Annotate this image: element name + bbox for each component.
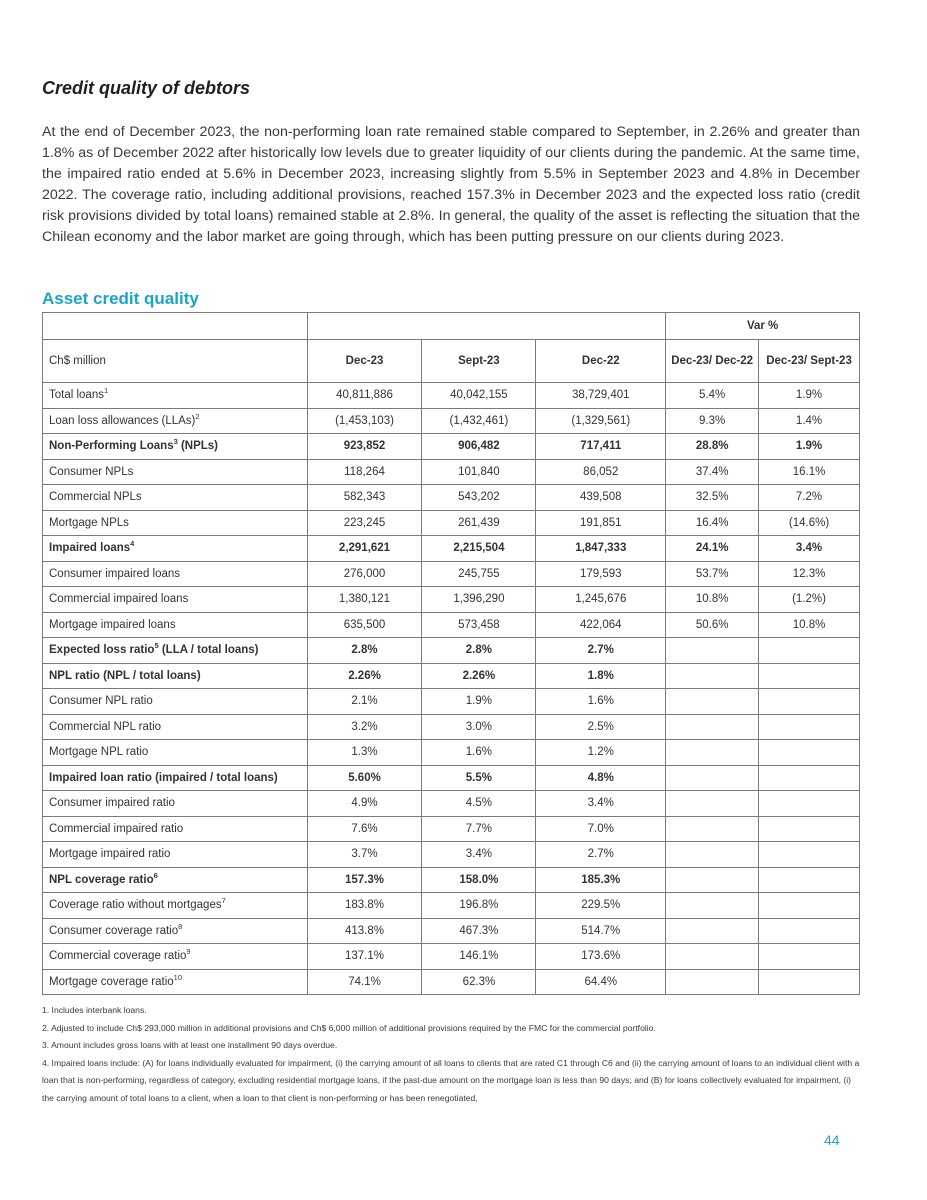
footnote-ref: 3 [173,437,178,447]
header-var-dec23-sept23: Dec-23/ Sept-23 [759,340,860,383]
table-cell: 137.1% [307,944,422,970]
table-cell: 1.9% [759,434,860,460]
row-label [43,485,308,511]
row-label-text: Commercial impaired loans [49,593,189,606]
row-label-text: Expected loss ratio [49,644,155,657]
table-cell: 3.4% [422,842,536,868]
row-label [43,893,308,919]
row-label-text: Consumer impaired loans [49,567,181,580]
table-cell: 1.6% [536,689,666,715]
table-row [43,867,860,893]
table-cell: 12.3% [759,561,860,587]
header-units: Ch$ million [43,340,308,383]
footnote-ref: 5 [154,641,159,651]
row-label-text: Commercial NPL ratio [49,720,162,733]
table-cell: 157.3% [307,867,422,893]
table-cell: 923,852 [307,434,422,460]
table-cell: 1,245,676 [536,587,666,613]
table-row [43,408,860,434]
footnote-ref: 6 [153,870,158,880]
row-label [43,612,308,638]
table-cell: 38,729,401 [536,383,666,409]
row-label-text: Loan loss allowances (LLAs) [49,414,196,427]
row-label [43,663,308,689]
table-cell: 40,042,155 [422,383,536,409]
table-cell: 2.7% [536,638,666,664]
table-cell: 5.5% [422,765,536,791]
table-cell: 5.60% [307,765,422,791]
table-cell: (1.2%) [759,587,860,613]
table-row [43,663,860,689]
row-label [43,434,308,460]
table-cell [666,765,759,791]
table-cell [666,689,759,715]
table-cell: 3.7% [307,842,422,868]
footnote: 2. Adjusted to include Ch$ 293,000 million in additional provisions and Ch$ 6,000 million of additional provisions required by the FMC for the commercial portfolio. [42,1022,656,1033]
table-cell [759,816,860,842]
table-cell: 32.5% [666,485,759,511]
table-cell [666,816,759,842]
table-cell: 16.4% [666,510,759,536]
footnote-ref: 2 [195,411,200,421]
table-row [43,893,860,919]
table-cell [666,714,759,740]
table-cell [759,638,860,664]
table-cell: 173.6% [536,944,666,970]
row-label-text: Mortgage coverage ratio [49,975,174,988]
table-cell: 2,215,504 [422,536,536,562]
summary-paragraph: At the end of December 2023, the non-performing loan rate remained stable compared to September, in 2.26% and greater than 1.8% as of December 2022 after historically low levels due to greater liquidity of our clients during the pandemic. At the same time, the impaired ratio ended at 5.6% in December 2023, increasing slightly from 5.5% in September 2023 and 4.8% in December 2022. The coverage ratio, including additional provisions, reached 157.3% in December 2023 and the expected loss ratio (credit risk provisions divided by total loans) remained stable at 2.8%. In general, the quality of the asset is reflecting the situation that the Chilean economy and the labor market are going through, which has been putting pressure on our clients during 2023. [42,124,860,245]
table-cell: 183.8% [307,893,422,919]
table-cell: 191,851 [536,510,666,536]
row-label [43,842,308,868]
table-cell: 10.8% [759,612,860,638]
row-label [43,714,308,740]
table-title: Asset credit quality [42,289,199,308]
table-cell: 1.3% [307,740,422,766]
footnote: 1. Includes interbank loans. [42,1005,147,1015]
table-cell: 2,291,621 [307,536,422,562]
header-empty-span [307,313,666,340]
row-label-text: Total loans [49,389,104,402]
row-label [43,918,308,944]
table-row [43,791,860,817]
header-var-dec23-dec22: Dec-23/ Dec-22 [666,340,759,383]
row-label [43,510,308,536]
table-row [43,587,860,613]
table-cell [666,740,759,766]
table-cell [666,663,759,689]
table-cell: 50.6% [666,612,759,638]
table-cell: 4.5% [422,791,536,817]
table-cell: 635,500 [307,612,422,638]
table-row [43,816,860,842]
table-cell: 101,840 [422,459,536,485]
row-label-text: Mortgage impaired ratio [49,848,171,861]
table-cell: 196.8% [422,893,536,919]
table-cell: 3.4% [536,791,666,817]
table-row [43,842,860,868]
row-label-text: Commercial impaired ratio [49,822,184,835]
table-cell: 1.9% [759,383,860,409]
table-cell: 2.1% [307,689,422,715]
row-label [43,536,308,562]
table-cell: 906,482 [422,434,536,460]
table-cell: 261,439 [422,510,536,536]
table-row [43,918,860,944]
table-cell: 7.6% [307,816,422,842]
table-cell [666,842,759,868]
table-cell: 2.7% [536,842,666,868]
table-cell: 2.26% [422,663,536,689]
table-cell: 4.9% [307,791,422,817]
table-cell: 3.2% [307,714,422,740]
row-label [43,816,308,842]
footnote-ref: 1 [103,386,109,396]
table-cell [666,969,759,995]
table-cell [759,969,860,995]
table-cell: 7.2% [759,485,860,511]
table-cell: (1,432,461) [422,408,536,434]
table-row [43,383,860,409]
table-cell: 422,064 [536,612,666,638]
table-cell: (14.6%) [759,510,860,536]
table-cell [759,918,860,944]
table-cell [759,663,860,689]
table-cell: 16.1% [759,459,860,485]
section-title: Credit quality of debtors [42,78,251,98]
table-cell [666,791,759,817]
row-label-text: NPL ratio (NPL / total loans) [49,669,201,682]
table-cell [666,893,759,919]
row-label-text: Commercial NPLs [49,491,142,504]
table-cell [666,638,759,664]
table-cell: 40,811,886 [307,383,422,409]
table-cell [759,740,860,766]
table-cell: 24.1% [666,536,759,562]
row-label [43,408,308,434]
footnote-ref: 10 [173,972,182,982]
table-cell: 1.2% [536,740,666,766]
table-header-row [43,340,860,383]
table-cell: 4.8% [536,765,666,791]
table-cell: 1.4% [759,408,860,434]
table-cell: 573,458 [422,612,536,638]
row-label [43,561,308,587]
table-cell: (1,453,103) [307,408,422,434]
table-cell: 717,411 [536,434,666,460]
table-cell: 467.3% [422,918,536,944]
row-label-text: Mortgage NPLs [49,516,129,529]
footnote: 3. Amount includes gross loans with at least one installment 90 days overdue. [42,1040,338,1050]
row-label [43,459,308,485]
footnotes [42,1002,860,1107]
page-number: 44 [824,1132,840,1148]
table-cell: 2.8% [307,638,422,664]
table-cell: 1.8% [536,663,666,689]
table-row [43,969,860,995]
table-cell: 10.8% [666,587,759,613]
header-dec-23: Dec-23 [307,340,422,383]
row-label [43,969,308,995]
row-label [43,689,308,715]
table-row [43,638,860,664]
table-cell: 1,380,121 [307,587,422,613]
table-cell: 1.6% [422,740,536,766]
table-cell: 185.3% [536,867,666,893]
table-cell [759,714,860,740]
table-cell: 582,343 [307,485,422,511]
table-cell: 1,847,333 [536,536,666,562]
footnote: 4. Impaired loans include: (A) for loans individually evaluated for impairment, (i) the carrying amount of all loans to clients that are rated C1 through C6 and (ii) the carrying amount of loans to an individual client with a loan that is non-performing, regardless of category, excluding residential mortgage loans, if the past-due amount on the mortgage loan is less than 90 days; and (B) for loans collectively evaluated for impairment, (i) the carrying amount of total loans to a client, when a loan to that client is non-performing or has been renegotiated, [42,1057,860,1103]
row-label-suffix: (NPLs) [177,440,219,453]
table-cell: 245,755 [422,561,536,587]
row-label-text: Consumer impaired ratio [49,797,175,810]
table-cell: 53.7% [666,561,759,587]
table-cell: 5.4% [666,383,759,409]
row-label-text: NPL coverage ratio [49,873,154,886]
table-row [43,510,860,536]
row-label-text: Consumer NPL ratio [49,695,153,708]
table-row [43,612,860,638]
row-label-text: Impaired loan ratio (impaired / total loans) [49,771,278,784]
table-row [43,689,860,715]
table-cell: 86,052 [536,459,666,485]
table-cell: 3.4% [759,536,860,562]
table-cell: 146.1% [422,944,536,970]
table-cell: 7.7% [422,816,536,842]
table-cell: 543,202 [422,485,536,511]
row-label-text: Mortgage impaired loans [49,618,176,631]
footnote-ref: 8 [178,921,183,931]
table-cell [759,765,860,791]
table-cell [666,918,759,944]
table-row [43,740,860,766]
table-cell [759,791,860,817]
table-row [43,944,860,970]
row-label-suffix: (LLA / total loans) [158,644,259,657]
table-row [43,765,860,791]
table-cell [666,944,759,970]
table-cell: 118,264 [307,459,422,485]
table-cell: 28.8% [666,434,759,460]
table-cell [666,867,759,893]
table-cell: 514.7% [536,918,666,944]
header-sept-23: Sept-23 [422,340,536,383]
table-cell: 1,396,290 [422,587,536,613]
header-dec-22: Dec-22 [536,340,666,383]
row-label [43,765,308,791]
table-row [43,561,860,587]
table-cell: 3.0% [422,714,536,740]
row-label [43,587,308,613]
table-cell [759,867,860,893]
row-label-text: Consumer coverage ratio [49,924,179,937]
table-row [43,536,860,562]
row-label [43,867,308,893]
table-cell: 9.3% [666,408,759,434]
table-cell: 158.0% [422,867,536,893]
table-cell: 64.4% [536,969,666,995]
row-label [43,383,308,409]
row-label-text: Consumer NPLs [49,465,134,478]
table-cell: 37.4% [666,459,759,485]
row-label [43,791,308,817]
table-body [43,383,860,995]
table-cell: 2.8% [422,638,536,664]
table-cell: 1.9% [422,689,536,715]
table-cell: 2.26% [307,663,422,689]
footnote-ref: 4 [130,539,135,549]
row-label [43,944,308,970]
table-row [43,485,860,511]
table-cell: 413.8% [307,918,422,944]
footnote-ref: 9 [186,947,191,957]
table-cell: 62.3% [422,969,536,995]
table-cell: 223,245 [307,510,422,536]
footnote-ref: 7 [221,896,226,906]
table-row [43,434,860,460]
table-row [43,714,860,740]
header-var-percent: Var % [666,313,860,340]
table-cell: 74.1% [307,969,422,995]
table-cell: 2.5% [536,714,666,740]
table-header-group-row [43,313,860,340]
header-empty-cell [43,313,308,340]
table-row [43,459,860,485]
table-cell: 7.0% [536,816,666,842]
row-label [43,740,308,766]
table-cell: 229.5% [536,893,666,919]
table-cell: (1,329,561) [536,408,666,434]
table-cell [759,944,860,970]
table-cell [759,893,860,919]
row-label-text: Non-Performing Loans [49,440,174,453]
row-label [43,638,308,664]
table-cell: 179,593 [536,561,666,587]
table-cell: 439,508 [536,485,666,511]
table-cell [759,689,860,715]
asset-credit-quality-table [42,312,860,995]
table-cell [759,842,860,868]
table-cell: 276,000 [307,561,422,587]
row-label-text: Coverage ratio without mortgages [49,899,222,912]
row-label-text: Mortgage NPL ratio [49,746,149,759]
row-label-text: Impaired loans [49,542,131,555]
row-label-text: Commercial coverage ratio [49,950,187,963]
